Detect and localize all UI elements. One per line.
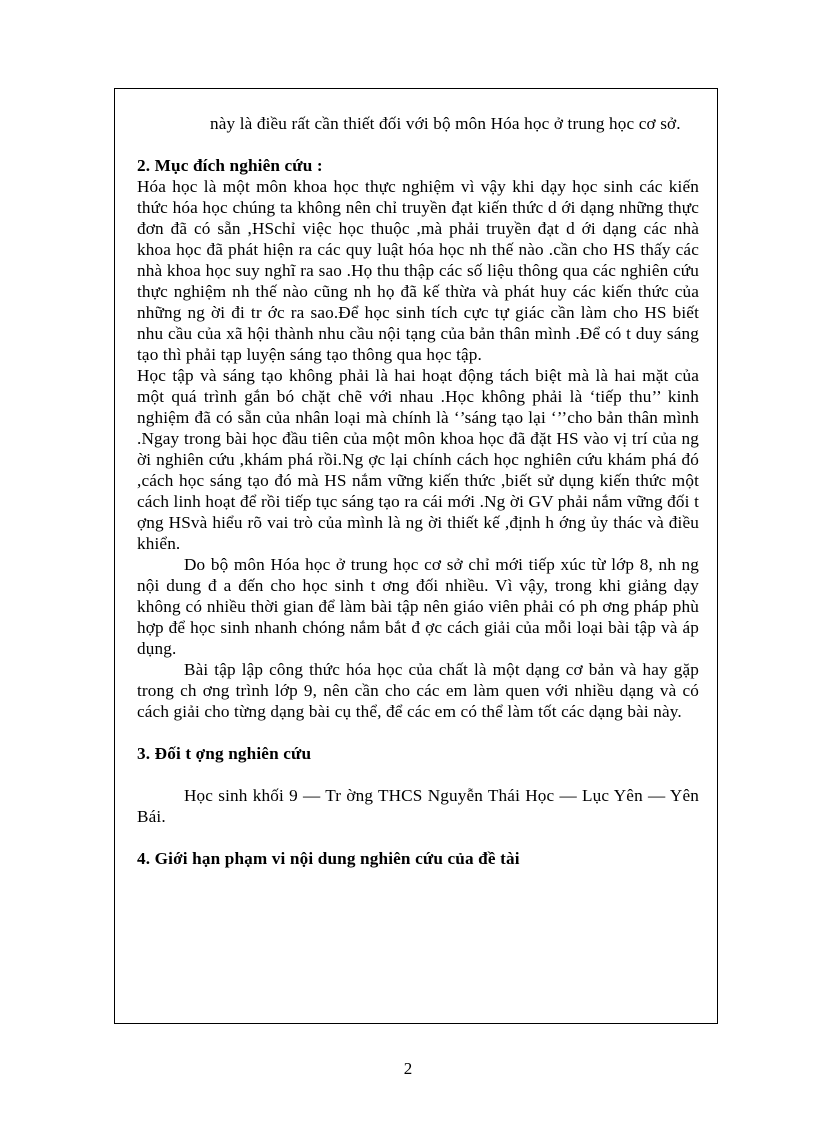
spacer: [137, 134, 699, 155]
section-2-paragraph-2: Học tập và sáng tạo không phải là hai hoạt động tách biệt mà là hai mặt của một quá trình gắn bó chặt chẽ với nhau .Học không phải là ‘tiếp thu’’ kinh nghiệm đã có sẵn của nhân loại mà chính là ‘’sáng tạo lại ‘’’cho bản thân mình .Ngay trong bài học đầu tiên của một môn khoa học đã đặt HS vào vị trí của ng ời nghiên cứu ,khám phá rồi.Ng ợc lại chính cách học nghiên cứu khám phá đó ,cách học sáng tạo đó mà HS nắm vững kiến thức ,biết sử dụng kiến thức một cách linh hoạt để rồi tiếp tục sáng tạo ra cái mới .Ng ời GV phải nắm vững đối t ợng HSvà hiểu rõ vai trò của mình là ng ời thiết kế ,định h ớng ủy thác và điều khiển.: [137, 366, 699, 553]
page-number: 2: [403, 1059, 413, 1078]
section-2-paragraph-3: Do bộ môn Hóa học ở trung học cơ sở chỉ mới tiếp xúc từ lớp 8, nh ng nội dung đ a đến cho học sinh t ơng đối nhiều. Vì vậy, trong khi giảng dạy không có nhiều thời gian để làm bài tập nên giáo viên phải có ph ơng pháp phù hợp để học sinh nhanh chóng nắm bắt đ ợc cách giải của mỗi loại bài tập và áp dụng.: [137, 555, 699, 658]
spacer: [137, 827, 699, 848]
section-2-paragraph-4: Bài tập lập công thức hóa học của chất là một dạng cơ bản và hay gặp trong ch ơng trình lớp 9, nên cần cho các em làm quen với nhiều dạng và có cách giải cho từng dạng bài cụ thể, để các em có thể làm tốt các dạng bài này.: [137, 660, 699, 721]
section-2-heading: 2. Mục đích nghiên cứu :: [137, 156, 323, 175]
spacer: [137, 722, 699, 743]
intro-paragraph: này là điều rất cần thiết đối với bộ môn Hóa học ở trung học cơ sở.: [210, 114, 681, 133]
spacer: [137, 764, 699, 785]
section-4-heading: 4. Giới hạn phạm vi nội dung nghiên cứu của đề tài: [137, 849, 520, 868]
page-border: [114, 88, 718, 1024]
section-2-paragraph-1: Hóa học là một môn khoa học thực nghiệm vì vậy khi dạy học sinh các kiến thức hóa học chúng ta không nên chỉ truyền đạt kiến thức d ới dạng những thực đơn đã có sẵn ,HSchỉ việc học thuộc ,mà phải truyền đạt d ới dạng các nhà khoa học đã phát hiện ra các quy luật hóa học nh thế nào .cần cho HS thấy các nhà khoa học suy nghĩ ra sao .Họ thu thập các số liệu thông qua các nghiên cứu thực nghiệm nh thế nào cũng nh họ đã kế thừa và phát huy các kiến thức của những ng ời đi tr ớc ra sao.Để học sinh tích cực tự giác cần làm cho HS biết nhu cầu của xã hội thành nhu cầu nội tạng của bản thân mình .Để có t duy sáng tạo thì phải tạp luyện sáng tạo thông qua học tập.: [137, 177, 699, 364]
section-3-heading: 3. Đối t ợng nghiên cứu: [137, 744, 312, 763]
document-body: [137, 113, 699, 869]
section-3-paragraph: Học sinh khối 9 — Tr ờng THCS Nguyễn Thái Học — Lục Yên — Yên Bái.: [137, 786, 699, 826]
